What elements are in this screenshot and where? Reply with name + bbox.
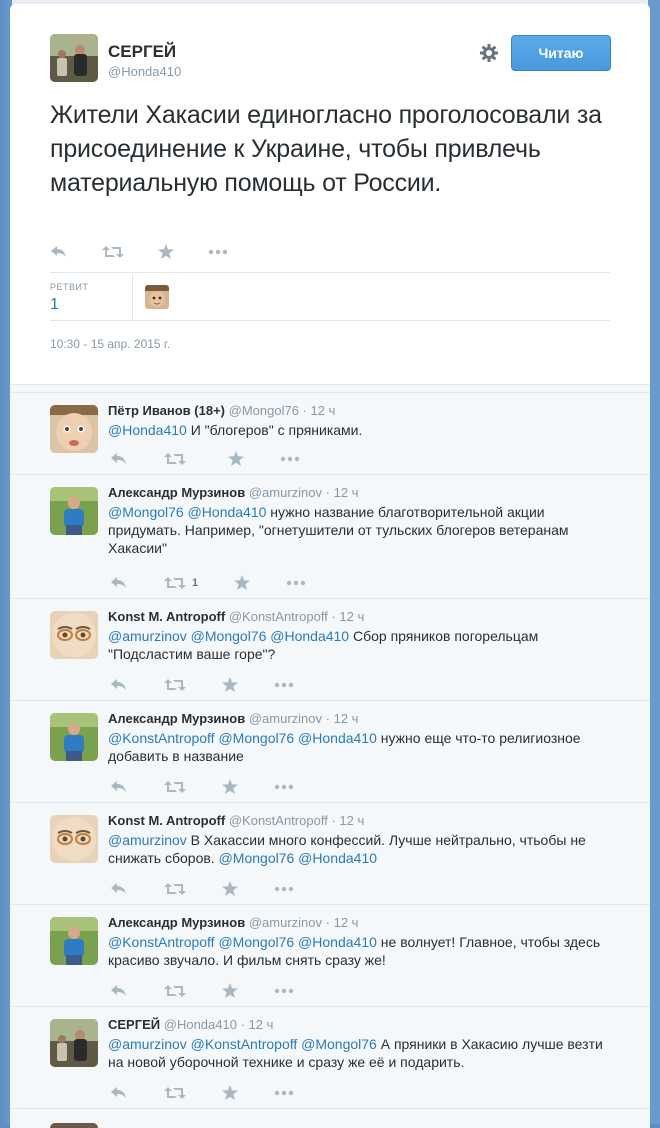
reply-actions xyxy=(110,677,294,692)
reply-avatar[interactable] xyxy=(50,713,98,761)
reply-text xyxy=(108,421,608,439)
retweet-icon[interactable] xyxy=(164,984,186,998)
reply-actions xyxy=(110,881,294,896)
reply-header: СЕРГЕЙ @Honda410 · 12 ч xyxy=(108,1017,274,1032)
reply-author-name[interactable]: Александр Мурзинов xyxy=(108,711,246,726)
reply-tweet[interactable] xyxy=(10,598,650,701)
favorite-icon[interactable] xyxy=(222,779,238,794)
more-icon[interactable] xyxy=(274,886,294,892)
reply-tweet[interactable] xyxy=(10,904,650,1007)
reply-body: нужно название благотворительной акции придумать. Например, "огнетушители от тульских блогеров ветеранам Хакасии" xyxy=(108,504,569,556)
retweet-icon[interactable] xyxy=(164,882,186,896)
reply-avatar[interactable] xyxy=(50,1019,98,1067)
retweets-count[interactable]: 1 xyxy=(50,296,59,313)
stats-top-divider xyxy=(50,272,610,273)
more-icon[interactable] xyxy=(208,249,228,255)
reply-body: А пряники в Хакасию лучше везти на новой уборочной технике и сразу же её и подарить. xyxy=(108,1036,603,1070)
favorite-icon[interactable] xyxy=(222,677,238,692)
reply-author-name[interactable]: СЕРГЕЙ xyxy=(108,1017,161,1032)
reply-actions xyxy=(110,575,306,590)
reply-body: Сбор пряников погорельцам "Подсластим ваше горе"? xyxy=(108,628,539,662)
more-icon[interactable] xyxy=(286,580,306,586)
reply-actions xyxy=(110,451,300,466)
reply-text xyxy=(108,831,608,867)
reply-author-name[interactable]: Konst M. Antropoff xyxy=(108,813,226,828)
reply-body: не волнует! Главное, чтобы здесь красиво звучало. И фильм снять сразу же! xyxy=(108,934,601,968)
reply-time[interactable]: 12 ч xyxy=(333,915,359,930)
reply-body: И "блогеров" с пряниками. xyxy=(186,422,363,438)
gear-icon[interactable] xyxy=(478,42,500,64)
reply-author-name[interactable]: Александр Мурзинов xyxy=(108,485,246,500)
more-icon[interactable] xyxy=(274,1090,294,1096)
reply-author-handle[interactable]: @amurzinov xyxy=(248,711,323,726)
reply-author-name[interactable]: Konst M. Antropoff xyxy=(108,609,226,624)
reply-tweet[interactable] xyxy=(10,474,650,599)
reply-header: Konst M. Antropoff @KonstAntropoff · 12 ч xyxy=(108,813,365,828)
reply-text xyxy=(108,503,608,557)
favorite-icon[interactable] xyxy=(228,451,244,466)
reply-icon[interactable] xyxy=(110,882,128,896)
reply-header: Александр Мурзинов @amurzinov · 12 ч xyxy=(108,915,359,930)
retweets-label: РЕТВИТ xyxy=(50,282,89,292)
retweeter-avatar[interactable] xyxy=(145,285,169,309)
retweet-icon[interactable] xyxy=(164,576,198,590)
reply-time[interactable]: 12 ч xyxy=(310,403,336,418)
main-tweet xyxy=(10,4,650,385)
tweet-actions xyxy=(50,244,228,259)
author-avatar[interactable] xyxy=(50,34,98,82)
favorite-icon[interactable] xyxy=(222,881,238,896)
reply-author-handle[interactable]: @amurzinov xyxy=(248,485,323,500)
tweet-permalink-container xyxy=(10,4,650,1128)
reply-header: Konst M. Antropoff @KonstAntropoff · 12 ч xyxy=(108,609,365,624)
reply-mentions[interactable]: @amurzinov xyxy=(108,832,187,848)
reply-mentions[interactable]: @Mongol76 @Honda410 xyxy=(108,504,267,520)
reply-mentions[interactable]: @amurzinov @KonstAntropoff @Mongol76 xyxy=(108,1036,377,1052)
favorite-icon[interactable] xyxy=(234,575,250,590)
reply-avatar[interactable] xyxy=(50,405,98,453)
reply-icon[interactable] xyxy=(110,780,128,794)
retweet-icon[interactable] xyxy=(102,245,124,259)
reply-author-handle[interactable]: @Honda410 xyxy=(163,1017,237,1032)
reply-author-name[interactable]: Александр Мурзинов xyxy=(108,915,246,930)
reply-tweet[interactable] xyxy=(10,1006,650,1109)
author-handle[interactable]: @Honda410 xyxy=(108,64,182,79)
reply-time[interactable]: 12 ч xyxy=(333,711,359,726)
reply-tweet[interactable] xyxy=(10,700,650,803)
reply-header: Александр Мурзинов @amurzinov · 12 ч xyxy=(108,485,359,500)
reply-trailing-mentions[interactable]: @Mongol76 @Honda410 xyxy=(218,850,378,866)
reply-mentions[interactable]: @KonstAntropoff @Mongol76 @Honda410 xyxy=(108,934,377,950)
reply-mentions[interactable]: @Honda410 xyxy=(108,422,187,438)
reply-icon[interactable] xyxy=(110,984,128,998)
reply-body: нужно еще что-то религиозное добавить в название xyxy=(108,730,581,764)
reply-author-name[interactable]: Пётр Иванов (18+) xyxy=(108,403,225,418)
reply-avatar[interactable] xyxy=(50,917,98,965)
reply-time[interactable]: 12 ч xyxy=(339,813,365,828)
more-icon[interactable] xyxy=(274,682,294,688)
reply-time[interactable]: 12 ч xyxy=(333,485,359,500)
reply-header: Александр Мурзинов @amurzinov · 12 ч xyxy=(108,711,359,726)
reply-actions xyxy=(110,983,294,998)
reply-body: В Хакассии много конфессий. Лучше нейтрально, чтьобы не снижать сборов. xyxy=(108,832,586,866)
reply-time[interactable]: 12 ч xyxy=(339,609,365,624)
favorite-icon[interactable] xyxy=(158,244,174,259)
follow-button[interactable]: Читаю xyxy=(511,35,611,71)
reply-icon[interactable] xyxy=(110,452,128,466)
reply-text xyxy=(108,627,608,663)
reply-text xyxy=(108,729,608,765)
more-icon[interactable] xyxy=(274,988,294,994)
reply-tweet[interactable] xyxy=(10,1108,650,1128)
reply-time[interactable]: 12 ч xyxy=(248,1017,274,1032)
reply-text xyxy=(108,1035,608,1071)
favorite-icon[interactable] xyxy=(222,1085,238,1100)
retweet-icon[interactable] xyxy=(164,452,192,466)
stats-separator xyxy=(132,274,133,320)
reply-header: Пётр Иванов (18+) @Mongol76 · 12 ч xyxy=(108,403,336,418)
author-name[interactable]: СЕРГЕЙ xyxy=(108,42,177,61)
reply-icon[interactable] xyxy=(110,678,128,692)
favorite-icon[interactable] xyxy=(222,983,238,998)
reply-avatar[interactable] xyxy=(50,611,98,659)
reply-tweet[interactable] xyxy=(10,802,650,905)
reply-avatar[interactable] xyxy=(50,815,98,863)
reply-mentions[interactable]: @KonstAntropoff @Mongol76 @Honda410 xyxy=(108,730,377,746)
reply-tweet[interactable] xyxy=(10,392,650,475)
reply-author-handle[interactable]: @KonstAntropoff xyxy=(228,609,328,624)
retweet-icon[interactable] xyxy=(164,1086,186,1100)
reply-actions xyxy=(110,1085,294,1100)
reply-author-handle[interactable]: @Mongol76 xyxy=(228,403,299,418)
tweet-timestamp[interactable]: 10:30 - 15 апр. 2015 г. xyxy=(50,337,171,351)
reply-icon[interactable] xyxy=(110,1086,128,1100)
retweet-icon[interactable] xyxy=(164,780,186,794)
retweet-icon[interactable] xyxy=(164,678,186,692)
retweet-count: 1 xyxy=(192,576,199,589)
reply-avatar[interactable] xyxy=(50,487,98,535)
more-icon[interactable] xyxy=(274,784,294,790)
reply-author-handle[interactable]: @amurzinov xyxy=(248,915,323,930)
more-icon[interactable] xyxy=(280,456,300,462)
tweet-text: Жители Хакасии единогласно проголосовали за присоединение к Украине, чтобы привлечь материальную помощь от России. xyxy=(50,101,602,197)
reply-icon[interactable] xyxy=(110,576,128,590)
reply-actions xyxy=(110,779,294,794)
reply-icon[interactable] xyxy=(50,245,68,259)
reply-mentions[interactable]: @amurzinov @Mongol76 @Honda410 xyxy=(108,628,350,644)
reply-text xyxy=(108,933,608,969)
reply-author-handle[interactable]: @KonstAntropoff xyxy=(228,813,328,828)
stats-bottom-divider xyxy=(50,320,610,321)
